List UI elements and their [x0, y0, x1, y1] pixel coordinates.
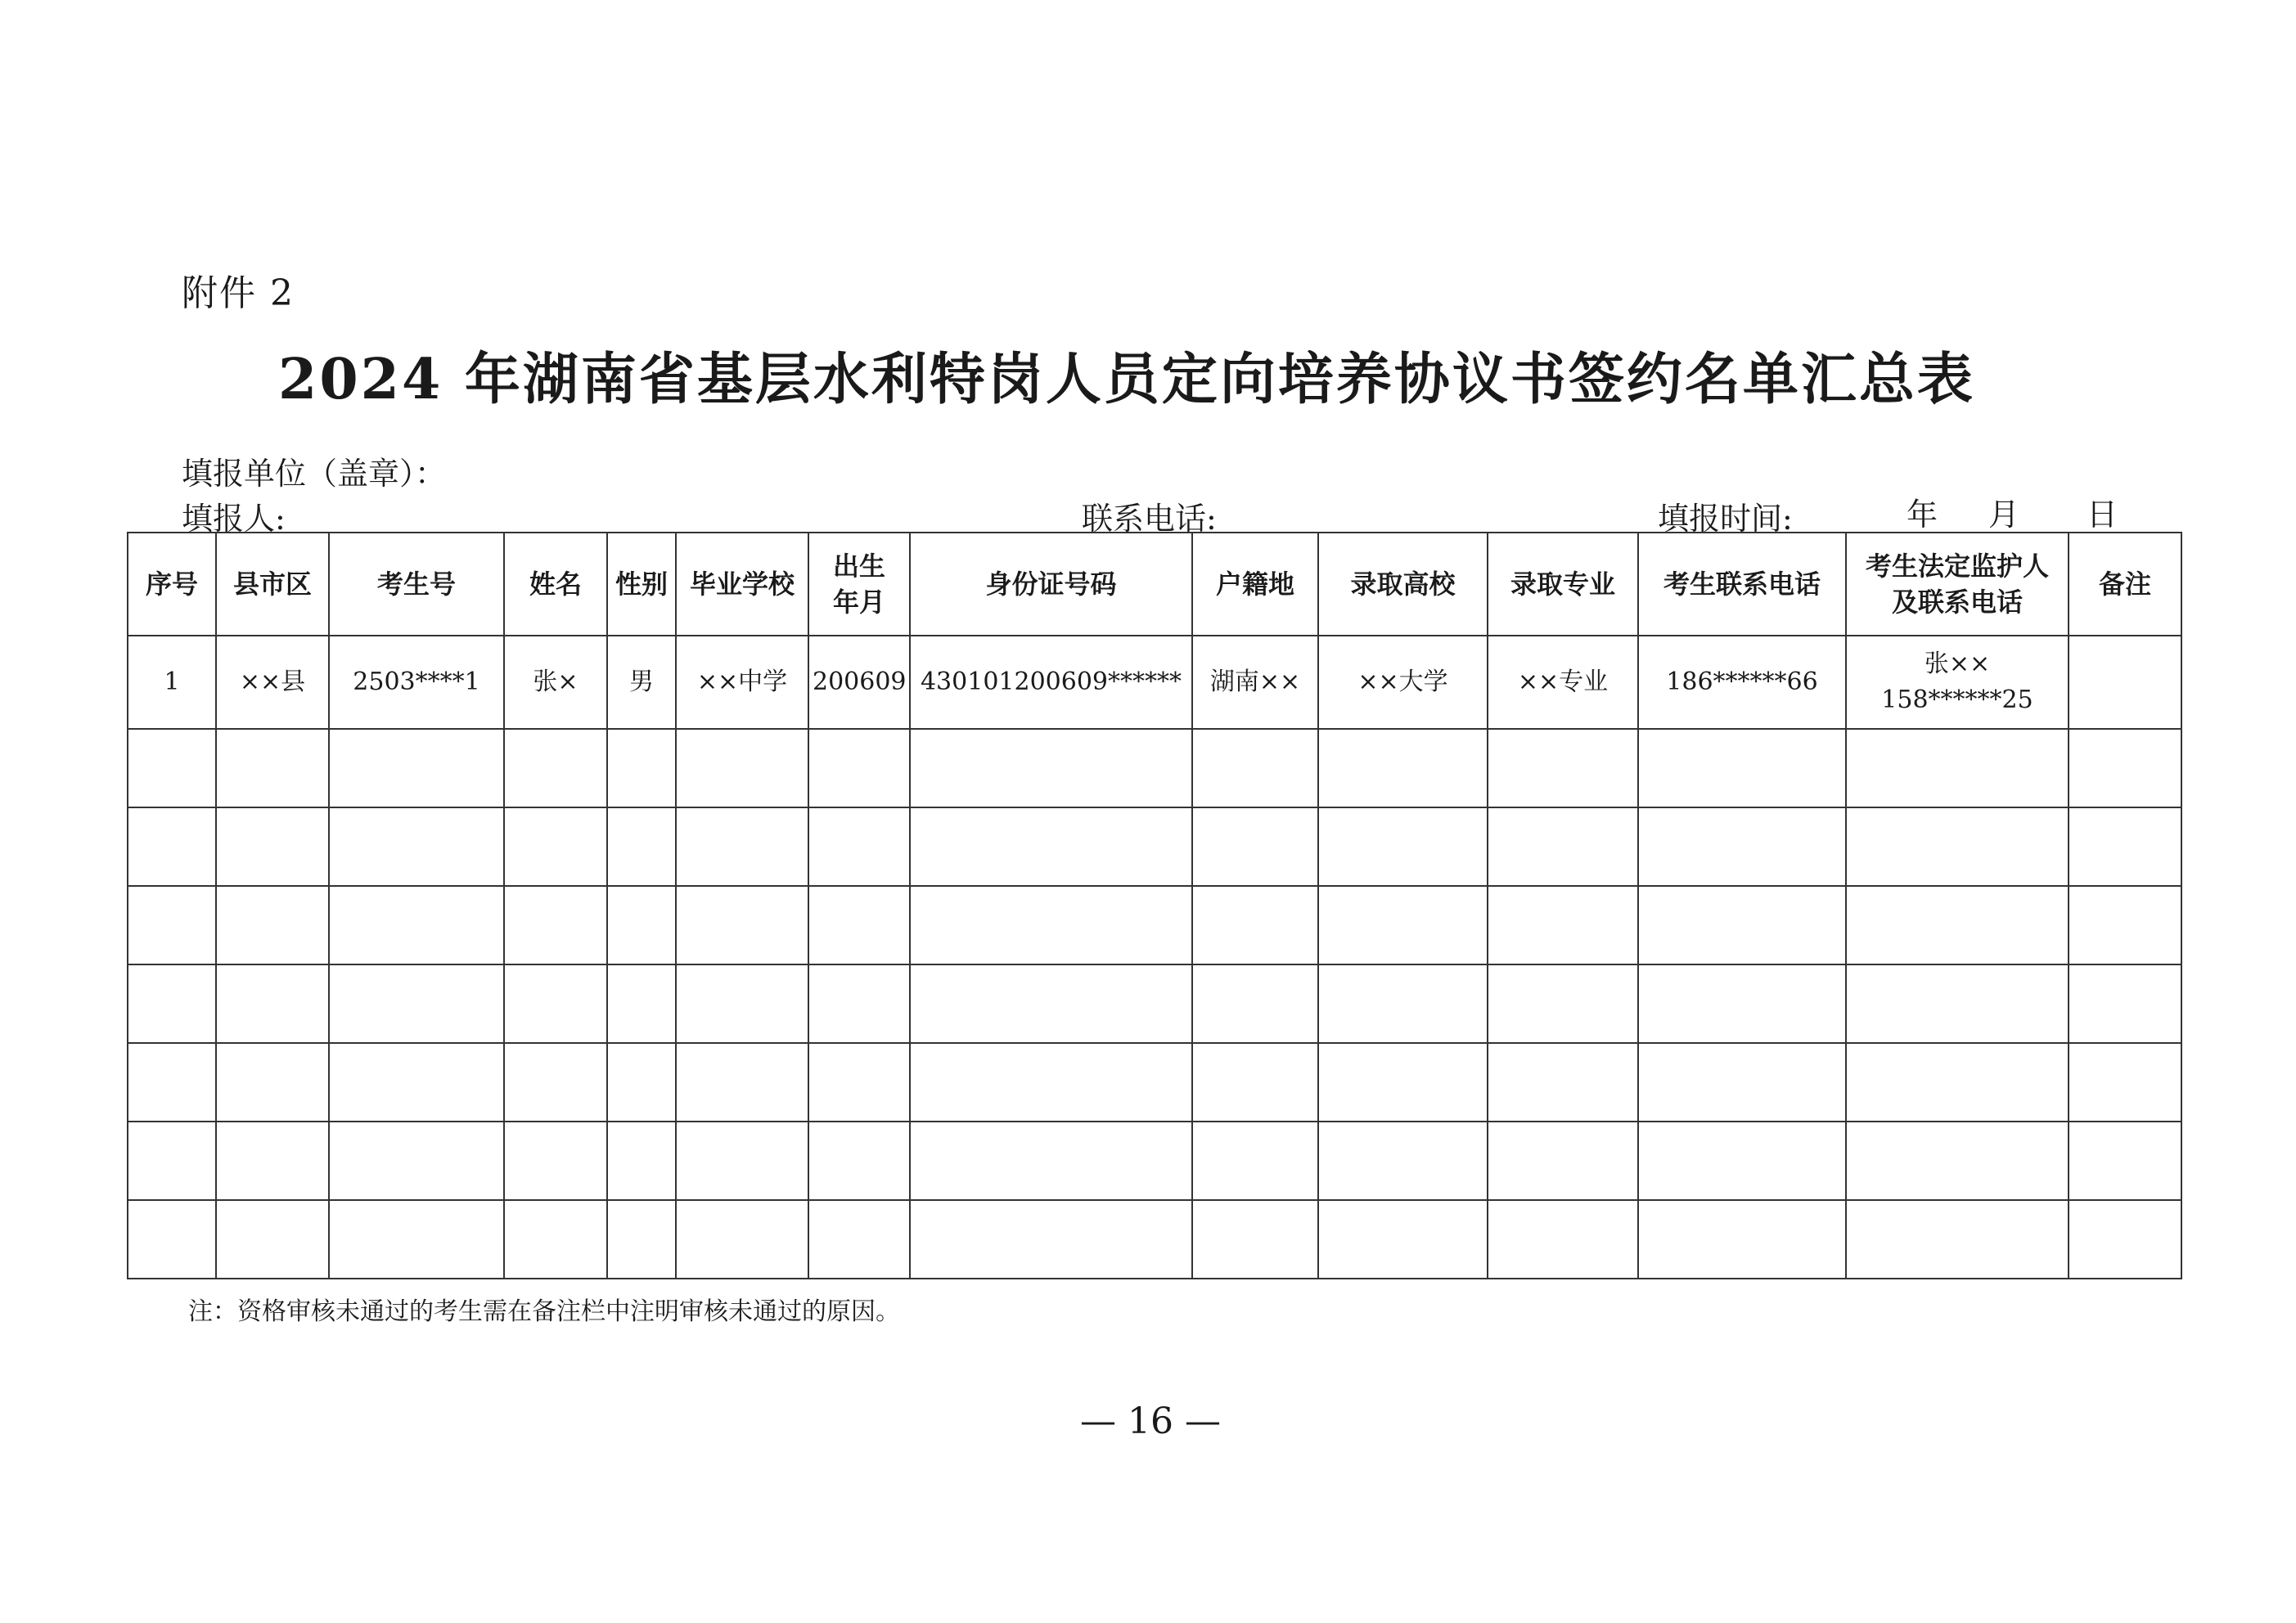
empty-cell [1488, 886, 1638, 964]
page-number: — 16 — [1080, 1400, 1221, 1442]
empty-cell [504, 729, 607, 807]
empty-cell [2069, 1122, 2181, 1200]
empty-cell [128, 964, 216, 1043]
empty-cell [607, 1200, 676, 1279]
empty-cell [128, 1200, 216, 1279]
phone-label: 联系电话: [1082, 501, 1217, 537]
footnote: 注：资格审核未通过的考生需在备注栏中注明审核未通过的原因。 [188, 1297, 900, 1326]
empty-cell [607, 964, 676, 1043]
header-birth-line2: 年月 [832, 587, 885, 618]
empty-cell [216, 807, 329, 886]
empty-cell [1318, 886, 1488, 964]
header-school: 毕业学校 [676, 533, 808, 636]
empty-cell [504, 886, 607, 964]
empty-cell [329, 729, 504, 807]
empty-cell [1846, 729, 2069, 807]
empty-cell [808, 1122, 910, 1200]
empty-cell [1638, 1122, 1846, 1200]
empty-cell [1638, 729, 1846, 807]
header-seq: 序号 [128, 533, 216, 636]
header-guardian [1846, 533, 2069, 636]
empty-cell [128, 807, 216, 886]
empty-cell [1488, 964, 1638, 1043]
header-birth [808, 533, 910, 636]
header-gender: 性别 [607, 533, 676, 636]
cell-guardian [1846, 636, 2069, 729]
attachment-label: 附件 2 [182, 272, 295, 314]
empty-cell [1192, 1043, 1318, 1122]
empty-cell [1192, 964, 1318, 1043]
empty-cell [128, 1122, 216, 1200]
empty-cell [1318, 1200, 1488, 1279]
cell-county: ××县 [216, 636, 329, 729]
empty-cell [2069, 729, 2181, 807]
empty-cell [676, 886, 808, 964]
empty-cell [808, 964, 910, 1043]
empty-cell [216, 1043, 329, 1122]
empty-cell [329, 1043, 504, 1122]
cell-hukou: 湖南×× [1192, 636, 1318, 729]
header-phone: 考生联系电话 [1638, 533, 1846, 636]
empty-cell [1846, 886, 2069, 964]
cell-name: 张× [504, 636, 607, 729]
header-row [128, 533, 2181, 636]
empty-cell [2069, 886, 2181, 964]
empty-cell [808, 1200, 910, 1279]
empty-cell [1318, 729, 1488, 807]
empty-cell [329, 1122, 504, 1200]
empty-cell [128, 886, 216, 964]
empty-cell [1846, 1122, 2069, 1200]
cell-guardian-name: 张×× [1924, 650, 1991, 678]
header-major: 录取专业 [1488, 533, 1638, 636]
empty-cell [676, 964, 808, 1043]
empty-cell [1318, 807, 1488, 886]
empty-cell [1846, 1200, 2069, 1279]
empty-cell [2069, 807, 2181, 886]
empty-cell [1192, 729, 1318, 807]
empty-cell [128, 1043, 216, 1122]
table-row [128, 1200, 2181, 1279]
table-row [128, 807, 2181, 886]
empty-cell [216, 729, 329, 807]
empty-cell [1488, 807, 1638, 886]
empty-cell [910, 807, 1192, 886]
empty-cell [910, 886, 1192, 964]
empty-cell [1192, 886, 1318, 964]
empty-cell [128, 729, 216, 807]
empty-cell [2069, 964, 2181, 1043]
empty-cell [2069, 1200, 2181, 1279]
empty-cell [1318, 1043, 1488, 1122]
empty-cell [216, 1200, 329, 1279]
empty-cell [216, 886, 329, 964]
empty-cell [1488, 729, 1638, 807]
table-row [128, 886, 2181, 964]
empty-cell [1488, 1122, 1638, 1200]
day-label: 日 [2087, 497, 2118, 533]
unit-label: 填报单位（盖章）： [182, 456, 447, 492]
filler-label: 填报人: [182, 501, 286, 537]
header-college: 录取高校 [1318, 533, 1488, 636]
table-row [128, 1122, 2181, 1200]
empty-cell [1638, 886, 1846, 964]
year-label: 年 [1907, 497, 1938, 533]
empty-cell [504, 964, 607, 1043]
empty-cell [504, 807, 607, 886]
table-row [128, 636, 2181, 729]
empty-cell [1638, 807, 1846, 886]
empty-cell [607, 1122, 676, 1200]
cell-school: ××中学 [676, 636, 808, 729]
empty-cell [607, 807, 676, 886]
empty-cell [910, 1043, 1192, 1122]
document-title: 2024 年湖南省基层水利特岗人员定向培养协议书签约名单汇总表 [278, 347, 1975, 412]
empty-cell [1318, 964, 1488, 1043]
empty-cell [504, 1200, 607, 1279]
header-exam-no: 考生号 [329, 533, 504, 636]
empty-cell [910, 729, 1192, 807]
empty-cell [216, 1122, 329, 1200]
empty-cell [504, 1122, 607, 1200]
empty-cell [676, 729, 808, 807]
empty-cell [910, 1200, 1192, 1279]
cell-phone: 186******66 [1638, 636, 1846, 729]
empty-cell [1488, 1043, 1638, 1122]
empty-cell [676, 807, 808, 886]
empty-cell [808, 1043, 910, 1122]
table-row [128, 729, 2181, 807]
month-label: 月 [1988, 497, 2020, 533]
empty-cell [329, 964, 504, 1043]
empty-cell [1192, 1122, 1318, 1200]
empty-cell [808, 807, 910, 886]
empty-cell [1846, 964, 2069, 1043]
cell-id-no: 430101200609****** [910, 636, 1192, 729]
header-remark: 备注 [2069, 533, 2181, 636]
header-guardian-line1: 考生法定监护人 [1865, 551, 2049, 582]
cell-birth: 200609 [808, 636, 910, 729]
header-guardian-line2: 及联系电话 [1891, 587, 2023, 618]
empty-cell [808, 729, 910, 807]
roster-table [127, 532, 2182, 1279]
empty-cell [910, 1122, 1192, 1200]
empty-cell [329, 807, 504, 886]
header-id-no: 身份证号码 [910, 533, 1192, 636]
cell-major: ××专业 [1488, 636, 1638, 729]
table-row [128, 964, 2181, 1043]
empty-cell [676, 1043, 808, 1122]
cell-exam-no: 2503****1 [329, 636, 504, 729]
empty-cell [1638, 1043, 1846, 1122]
cell-guardian-phone: 158******25 [1881, 686, 2033, 714]
empty-cell [329, 886, 504, 964]
cell-remark [2069, 636, 2181, 729]
empty-cell [1192, 1200, 1318, 1279]
empty-cell [910, 964, 1192, 1043]
empty-cell [216, 964, 329, 1043]
empty-cell [1846, 807, 2069, 886]
empty-cell [607, 729, 676, 807]
empty-cell [1638, 964, 1846, 1043]
empty-rows-group [128, 729, 2181, 1279]
header-name: 姓名 [504, 533, 607, 636]
empty-cell [329, 1200, 504, 1279]
empty-cell [1638, 1200, 1846, 1279]
cell-college: ××大学 [1318, 636, 1488, 729]
empty-cell [607, 886, 676, 964]
empty-cell [1488, 1200, 1638, 1279]
cell-seq: 1 [128, 636, 216, 729]
table-row [128, 1043, 2181, 1122]
cell-gender: 男 [607, 636, 676, 729]
empty-cell [676, 1200, 808, 1279]
header-county: 县市区 [216, 533, 329, 636]
empty-cell [2069, 1043, 2181, 1122]
empty-cell [504, 1043, 607, 1122]
empty-cell [607, 1043, 676, 1122]
empty-cell [1318, 1122, 1488, 1200]
empty-cell [676, 1122, 808, 1200]
time-label: 填报时间: [1658, 501, 1793, 537]
empty-cell [1846, 1043, 2069, 1122]
header-birth-line1: 出生 [832, 551, 885, 582]
header-hukou: 户籍地 [1192, 533, 1318, 636]
empty-cell [1192, 807, 1318, 886]
empty-cell [808, 886, 910, 964]
